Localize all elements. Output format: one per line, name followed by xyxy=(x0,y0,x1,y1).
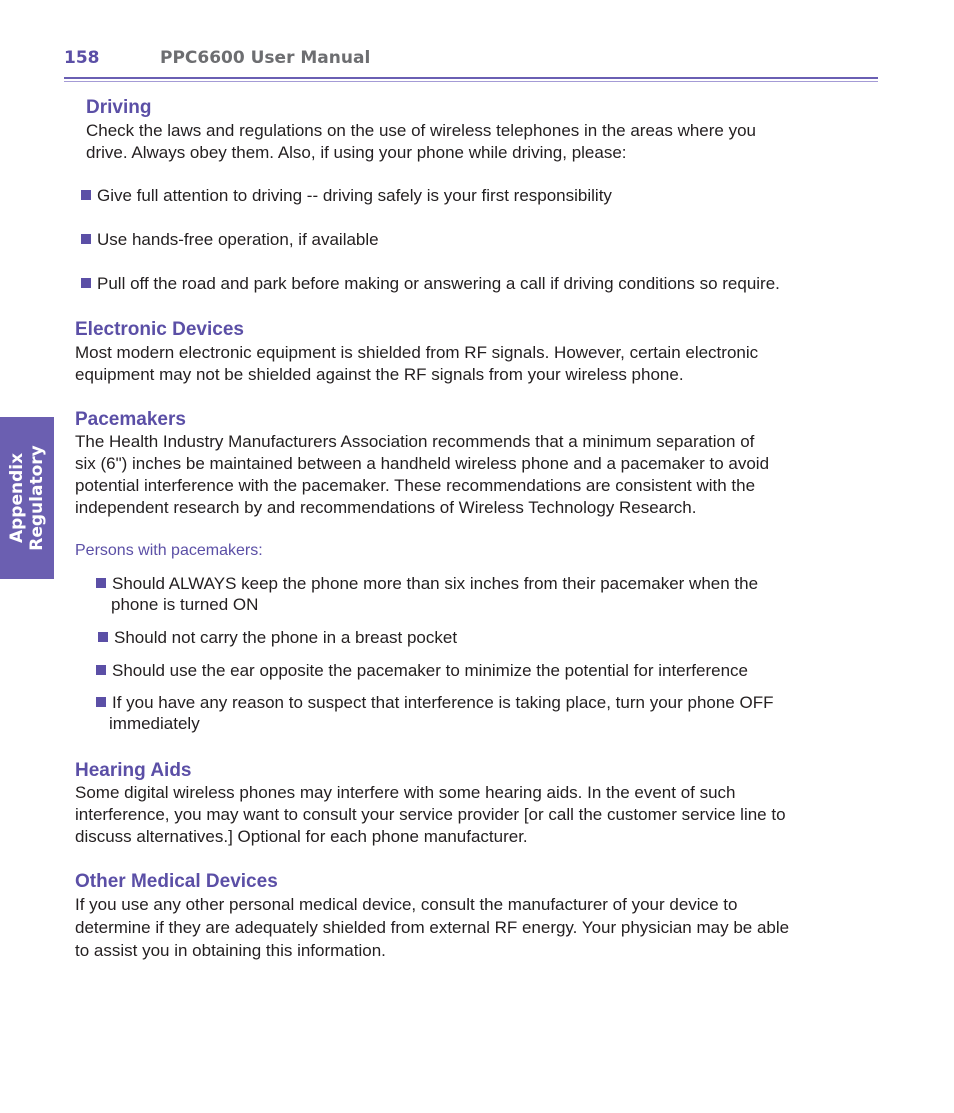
other-medical-line: If you use any other personal medical device, consult the manufacturer of your device to xyxy=(75,895,738,914)
pacemaker-bullet xyxy=(98,627,457,648)
bullet-text: Use hands-free operation, if available xyxy=(97,230,379,249)
driving-line: drive. Always obey them. Also, if using your phone while driving, please: xyxy=(86,143,627,162)
bullet-square-icon xyxy=(96,697,106,707)
hearing-aids-line: Some digital wireless phones may interfere with some hearing aids. In the event of such xyxy=(75,783,736,802)
side-tab-line-regulatory: Regulatory xyxy=(27,445,47,551)
driving-line: Check the laws and regulations on the use of wireless telephones in the areas where you xyxy=(86,121,757,140)
pacemakers-line: The Health Industry Manufacturers Association recommends that a minimum separation of xyxy=(75,432,755,451)
page-number: 158 xyxy=(64,48,100,68)
driving-bullet xyxy=(81,273,780,294)
bullet-text: Should not carry the phone in a breast pocket xyxy=(114,628,458,647)
side-tab xyxy=(0,417,54,579)
pacemaker-bullet xyxy=(96,692,773,734)
driving-paragraph xyxy=(86,120,756,164)
bullet-square-icon xyxy=(98,632,108,642)
driving-heading: Driving xyxy=(86,97,152,118)
pacemakers-line: six (6") inches be maintained between a handheld wireless phone and a pacemaker to avoid xyxy=(75,454,770,473)
bullet-square-icon xyxy=(96,578,106,588)
hearing-aids-paragraph xyxy=(75,782,786,848)
hearing-aids-line: discuss alternatives.] Optional for each phone manufacturer. xyxy=(75,827,528,846)
bullet-square-icon xyxy=(81,190,91,200)
pacemakers-paragraph xyxy=(75,431,769,519)
other-medical-line: determine if they are adequately shielded from external RF energy. Your physician may be able xyxy=(75,918,790,937)
electronic-devices-heading: Electronic Devices xyxy=(75,319,244,340)
bullet-text-continued: immediately xyxy=(109,714,200,733)
hearing-aids-heading: Hearing Aids xyxy=(75,760,192,781)
header-rule-thin xyxy=(64,81,878,82)
bullet-text: If you have any reason to suspect that interference is taking place, turn your phone OFF xyxy=(112,693,774,712)
other-medical-paragraph xyxy=(75,893,789,962)
bullet-square-icon xyxy=(96,665,106,675)
other-medical-line: to assist you in obtaining this information. xyxy=(75,941,386,960)
bullet-square-icon xyxy=(81,278,91,288)
other-medical-heading: Other Medical Devices xyxy=(75,871,278,892)
electronic-devices-paragraph xyxy=(75,342,758,386)
driving-bullet xyxy=(81,229,379,250)
page-header xyxy=(64,46,878,72)
pacemakers-line: potential interference with the pacemaker. These recommendations are consistent with the xyxy=(75,476,756,495)
electronic-devices-line: Most modern electronic equipment is shielded from RF signals. However, certain electronic xyxy=(75,343,759,362)
manual-title: PPC6600 User Manual xyxy=(160,48,371,68)
bullet-text-continued: phone is turned ON xyxy=(111,595,259,614)
bullet-text: Give full attention to driving -- driving safely is your first responsibility xyxy=(97,186,612,205)
bullet-text: Should use the ear opposite the pacemaker to minimize the potential for interference xyxy=(112,661,748,680)
pacemakers-heading: Pacemakers xyxy=(75,409,186,430)
pacemaker-bullet xyxy=(96,660,748,681)
bullet-text: Pull off the road and park before making or answering a call if driving conditions so require. xyxy=(97,274,780,293)
pacemakers-subheading: Persons with pacemakers: xyxy=(75,542,263,559)
pacemaker-bullet xyxy=(96,573,758,615)
bullet-square-icon xyxy=(81,234,91,244)
header-rule-thick xyxy=(64,77,878,79)
side-tab-line-appendix: Appendix xyxy=(7,452,27,544)
electronic-devices-line: equipment may not be shielded against the RF signals from your wireless phone. xyxy=(75,365,684,384)
pacemakers-line: independent research by and recommendations of Wireless Technology Research. xyxy=(75,498,697,517)
bullet-text: Should ALWAYS keep the phone more than six inches from their pacemaker when the xyxy=(112,574,759,593)
hearing-aids-line: interference, you may want to consult your service provider [or call the customer service line to xyxy=(75,805,786,824)
side-tab-label xyxy=(7,445,47,550)
driving-bullet xyxy=(81,185,612,206)
